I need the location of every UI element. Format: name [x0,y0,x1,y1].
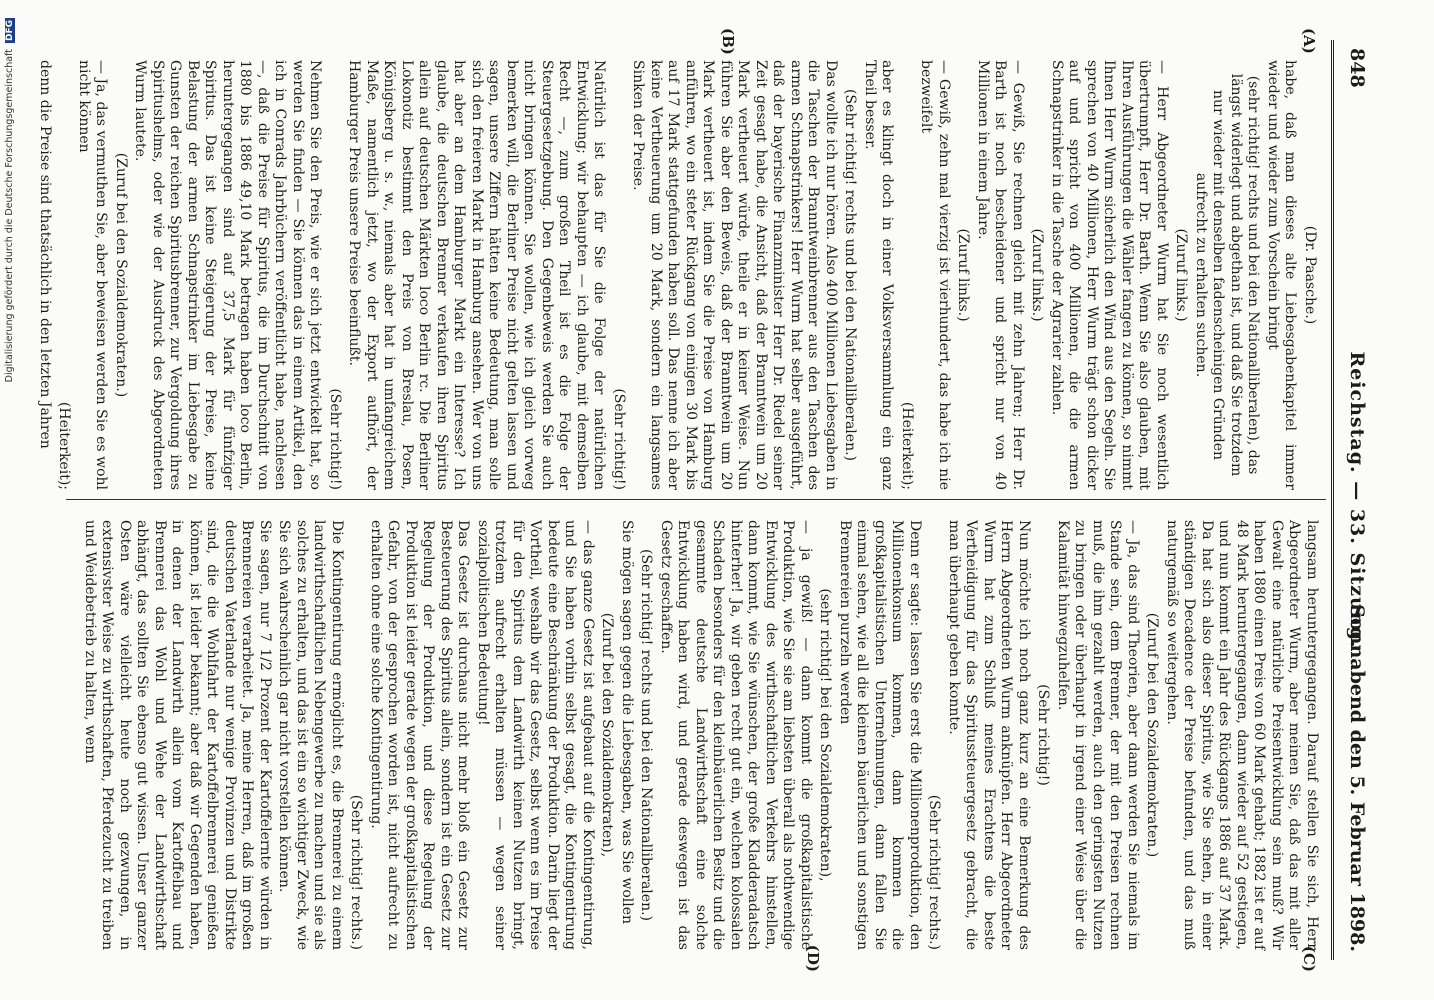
margin-marker-d: (D) [804,944,822,972]
interjection: (sehr richtig! rechts und bei den Nationalliberalen), das längst widerlegt und abgethan ist, und daß Sie trotzdem nur wieder mit denselben fadenscheinigen Gründen aufrecht zu erhalten suchen. [1193,73,1262,477]
paragraph: aber es klingt doch in einer Volksversammlung ein ganz Theil besser. [862,60,896,490]
margin-marker-c: (C) [1300,945,1318,972]
running-title: Reichstag. — 33. Sitzung. [1346,351,1368,649]
page-number: 848 [1346,48,1368,88]
interjection: (Zuruf links.) [1029,228,1046,322]
interjection: (Zuruf bei den Sozialdemokraten.) [1144,612,1161,858]
interjection: (Heiterkeit); [56,401,73,490]
interjection: (sehr richtig! bei den Sozialdemokraten), [817,588,834,882]
interjection: (Zuruf links.) [1173,228,1190,322]
header-date: Sonnabend den 5. Februar 1898. [1346,604,1368,952]
paragraph: langsam heruntergegangen. Darauf stellen Sie sich, Herr Abgeordneter Wurm, aber meinen Sie, daß das mit aller Gewalt eine natürliche Preisentwicklung sein muß? Wir haben 1880 einen Preis von 60 Mark gehabt; 1882 ist er auf 48 Mark heruntergegangen, dann wieder auf 52 gestiegen, und nun kommt ein Jahr des Rückgangs 1886 auf 37 Mark. Da hat sich also dieser Spiritus, wie Sie sehen, in einer ständigen Decadence der Preise befunden, und das muß naturgemäß so weitergehen. [1164,520,1320,950]
paragraph: denn die Preise sind thatsächlich in den letzten Jahren [37,60,53,449]
credit-text: Digitalisierung gefördert durch die Deutsche Forschungsgemeinschaft [4,49,15,383]
paragraph: Sie mögen sagen gegen die Liebesgaben, was Sie wollen [619,520,635,925]
column-divider [66,499,1326,500]
paragraph: — Gewiß, Sie rechnen gleich mit zehn Jahren; Herr Dr. Barth ist noch bescheidener und spricht nur von 40 Millionen in einem Jahre. [975,60,1026,490]
interjection: (Heiterkeit); [899,401,915,490]
digitization-credit [4,18,20,998]
right-column [79,520,1321,950]
paragraph: — das ganze Gesetz ist aufgebaut auf die Kontingentirung, und Sie haben vorhin selbst gesagt, die Kontingentirung bedeute eine Beschränkung der Produktion. Darin liegt der Vortheil, weshalb wir das Gesetz, selbst wenn es im Preise für den Spiritus dem Landwirth keinen Nutzen bringt, trotzdem aufrecht erhalten müssen — wegen seiner sozialpolitischen Bedeutung! [475,520,596,950]
interjection: (Sehr richtig! rechts.) [348,794,365,950]
paragraph: Das Gesetz ist durchaus nicht mehr bloß ein Gesetz zur Besteuerung des Spiritus allein, sondern ist ein Gesetz zur Regelung der Produktion, und diese Regelung der Produktion ist leider gerade wegen der großkapitalistischen Gefahr, von der gesprochen worden ist, nicht aufrecht zu erhalten ohne eine solche Kontingentirung. [368,520,472,950]
paragraph: — ja gewiß! — dann kommt die großkapitalistische Produktion, wie Sie sie am liebsten überall als nothwendige Entwicklung des wirthschaftlichen Verkehrs hinstellen, dann kommt, wie Sie wünschen, der große Kladderadatsch hinterher! Ja, wir geben recht gut ein, welchen kolossalen Schaden besonders für den kleinbäuerlichen Besitz und die gesammte deutsche Landwirthschaft eine solche Entwicklung haben wird, und gerade deswegen ist das Gesetz geschaffen. [658,520,814,950]
paragraph: — Herr Abgeordneter Wurm hat Sie noch wesentlich übertrumpft, Herr Dr. Barth. Wenn Sie also glauben, mit Ihren Ausführungen die Wähler fangen zu können, so nimmt Ihnen Herr Wurm sicherlich den Wind aus den Segeln. Sie sprechen von 40 Millionen, Herr Wurm trägt schon dicker auf und spricht von 400 Millionen, die die armen Schnapstrinker in die Tasche der Agrarier zahlen. [1049,60,1170,490]
paragraph: Das wollte ich nur hören. Also 400 Millionen Liebesgaben in die Taschen der Branntweinbrenner aus den Taschen des armen Schnapstrinkers! Herr Wurm hat selber ausgeführt, daß der bayerische Finanzminister Herr Dr. Riedel seiner Zeit gesagt habe, die Ansicht, daß der Branntwein um 20 Mark vertheuert würde, theile er in keiner Weise. Nun führen Sie aber den Beweis, daß der Branntwein um 20 Mark vertheuert ist, indem Sie die Preise von Hamburg anführen, wo ein steter Rückgang von einigen 30 Mark bis auf 17 Mark stattgefunden haben soll. Das nenne ich aber keine Vertheuerung um 20 Mark, sondern ein langsames Sinken der Preise. [630,60,839,490]
interjection: (Zuruf links.) [955,228,972,322]
interjection: (Sehr richtig! rechts und bei den Nationalliberalen.) [842,89,859,461]
interjection: (Sehr richtig! rechts und bei den Nationalliberalen.) [638,549,655,921]
paragraph: Nehmen Sie den Preis, wie er sich jetzt entwickelt hat, so werden Sie finden — Sie können das in einem Artikel, den ich in Conrads Jahrbüchern veröffentlicht habe, nachlesen —, daß die Preise für Spiritus, die im Durchschnitt von 1880 bis 1886 49,10 Mark betragen haben loco Berlin, heruntergegangen sind auf 37,5 Mark für fünfziger Spiritus. Das ist keine Steigerung der Preise, keine Belastung der armen Schnapstrinker im Liebesgabe zu Gunsten der reichen Spiritusbrenner, zur Vergoldung ihres Spiritushelms, oder wie der Ausdruck des Abgeordneten Wurm lautete. [132,60,324,490]
paragraph: — Ja, das sind Theorien, aber dann werden Sie niemals im Stande sein, dem Brenner, der mit den Preisen rechnen muß, die ihm gezahlt werden, auch den geringsten Nutzen zu bringen oder überhaupt in irgend einer Weise über die Kalamität hinwegzuhelfen. [1055,520,1141,950]
dfg-logo: DFG [5,20,15,42]
interjection: (Sehr richtig!) [611,388,627,490]
paragraph: — Ja, das vermuthen Sie, aber beweisen werden Sie es wohl nicht können [76,60,110,490]
interjection: (Zuruf bei den Sozialdemokraten), [599,612,616,858]
paragraph: Natürlich ist das für Sie die Folge der natürlichen Entwicklung; wir behaupten — ich glaube, mit demselben Recht —, zum großen Theil ist es die Folge der Steuergesetzgebung. Den Gegenbeweis werden Sie auch nicht bringen können. Sie wollen, wie ich gleich vorweg bemerken will, die Berliner Preise nicht gelten lassen und sagen, unsere Ziffern hätten keine Bedeutung, man solle sich den freieren Markt in Hamburg ansehen. Wer von uns hat aber an dem Hamburger Markt ein Interesse? Ich glaube, die deutschen Brenner verkaufen ihren Spiritus allein auf deutschen Märkten loco Berlin rc. Die Berliner Lokonotiz bestimmt den Preis von Breslau, Posen, Königsberg u. s. w., niemals aber hat in umfangreichem Maße, namentlich jetzt, wo der Export aufhört, der Hamburger Preis unsere Preise beeinflußt. [346,60,608,490]
paragraph: — Gewiß, zehn mal vierzig ist vierhundert, das habe ich nie bezweifelt [918,60,952,490]
header-rule [1331,40,1334,960]
paragraph: Nun möchte ich noch ganz kurz an eine Bemerkung des Herrn Abgeordneten Wurm anknüpfen. Herr Abgeordneter Wurm hat zum Schluß meines Erachtens die beste Vertheidigung für das Spiritussteuergesetz gebracht, die man überhaupt geben konnte. [946,520,1032,950]
speaker-name: (Dr. Paasche.) [1302,225,1318,325]
rotated-document-page [37,20,1382,980]
margin-marker-a: (A) [1300,28,1318,54]
margin-marker-b: (B) [719,28,737,55]
interjection: (Zuruf bei den Sozialdemokraten.) [113,152,129,398]
paragraph: Die Kontingentirung ermöglicht es, die Brennerei zu einem landwirthschaftlichen Nebengewerbe zu machen und sie als solches zu erhalten, und das ist ein so wichtiger Zweck, wie Sie sich wahrscheinlich gar nicht vorstellen können. [276,520,345,950]
paragraph: Sie sagen, nur 7 1/2 Prozent der Kartoffelernte würden in Brennereien verarbeitet. Ja, meine Herren, daß im großen deutschen Vaterlande nur wenige Provinzen und Distrikte sind, die die Wohlfahrt der Kartoffelbrennerei genießen können, ist leider bekannt; aber daß wir Gegenden haben, in denen der Landwirth allein vom Kartoffelbau und Brennerei das Wohl und Wehe der Landwirthschaft abhängt, das sollten Sie ebenso gut wissen. Unser ganzer Osten wäre vielleicht heute noch gezwungen, in extensivster Weise zu wirthschaften, Pferdezucht zu treiben und Weidebetrieb zu halten, wenn [82,520,273,950]
left-column [34,60,1321,490]
interjection: (Sehr richtig! rechts.) [926,794,943,950]
interjection: (Sehr richtig!) [327,388,343,490]
page-header [1336,40,1376,960]
paragraph: Denn er sagte: lassen Sie erst die Millionenproduktion, den Millionenkonsum kommen, dann kommen die großkapitalistischen Unternehmungen, dann fallen Sie einmal sehen, wie all die kleinen bäuerlichen und sonstigen Brennereien purzeln werden [837,520,923,950]
interjection: (Sehr richtig!) [1035,684,1052,786]
paragraph: habe, daß man dieses alte Liebesgabenkapitel immer wieder und wieder zum Vorschein bringt [1265,60,1299,490]
